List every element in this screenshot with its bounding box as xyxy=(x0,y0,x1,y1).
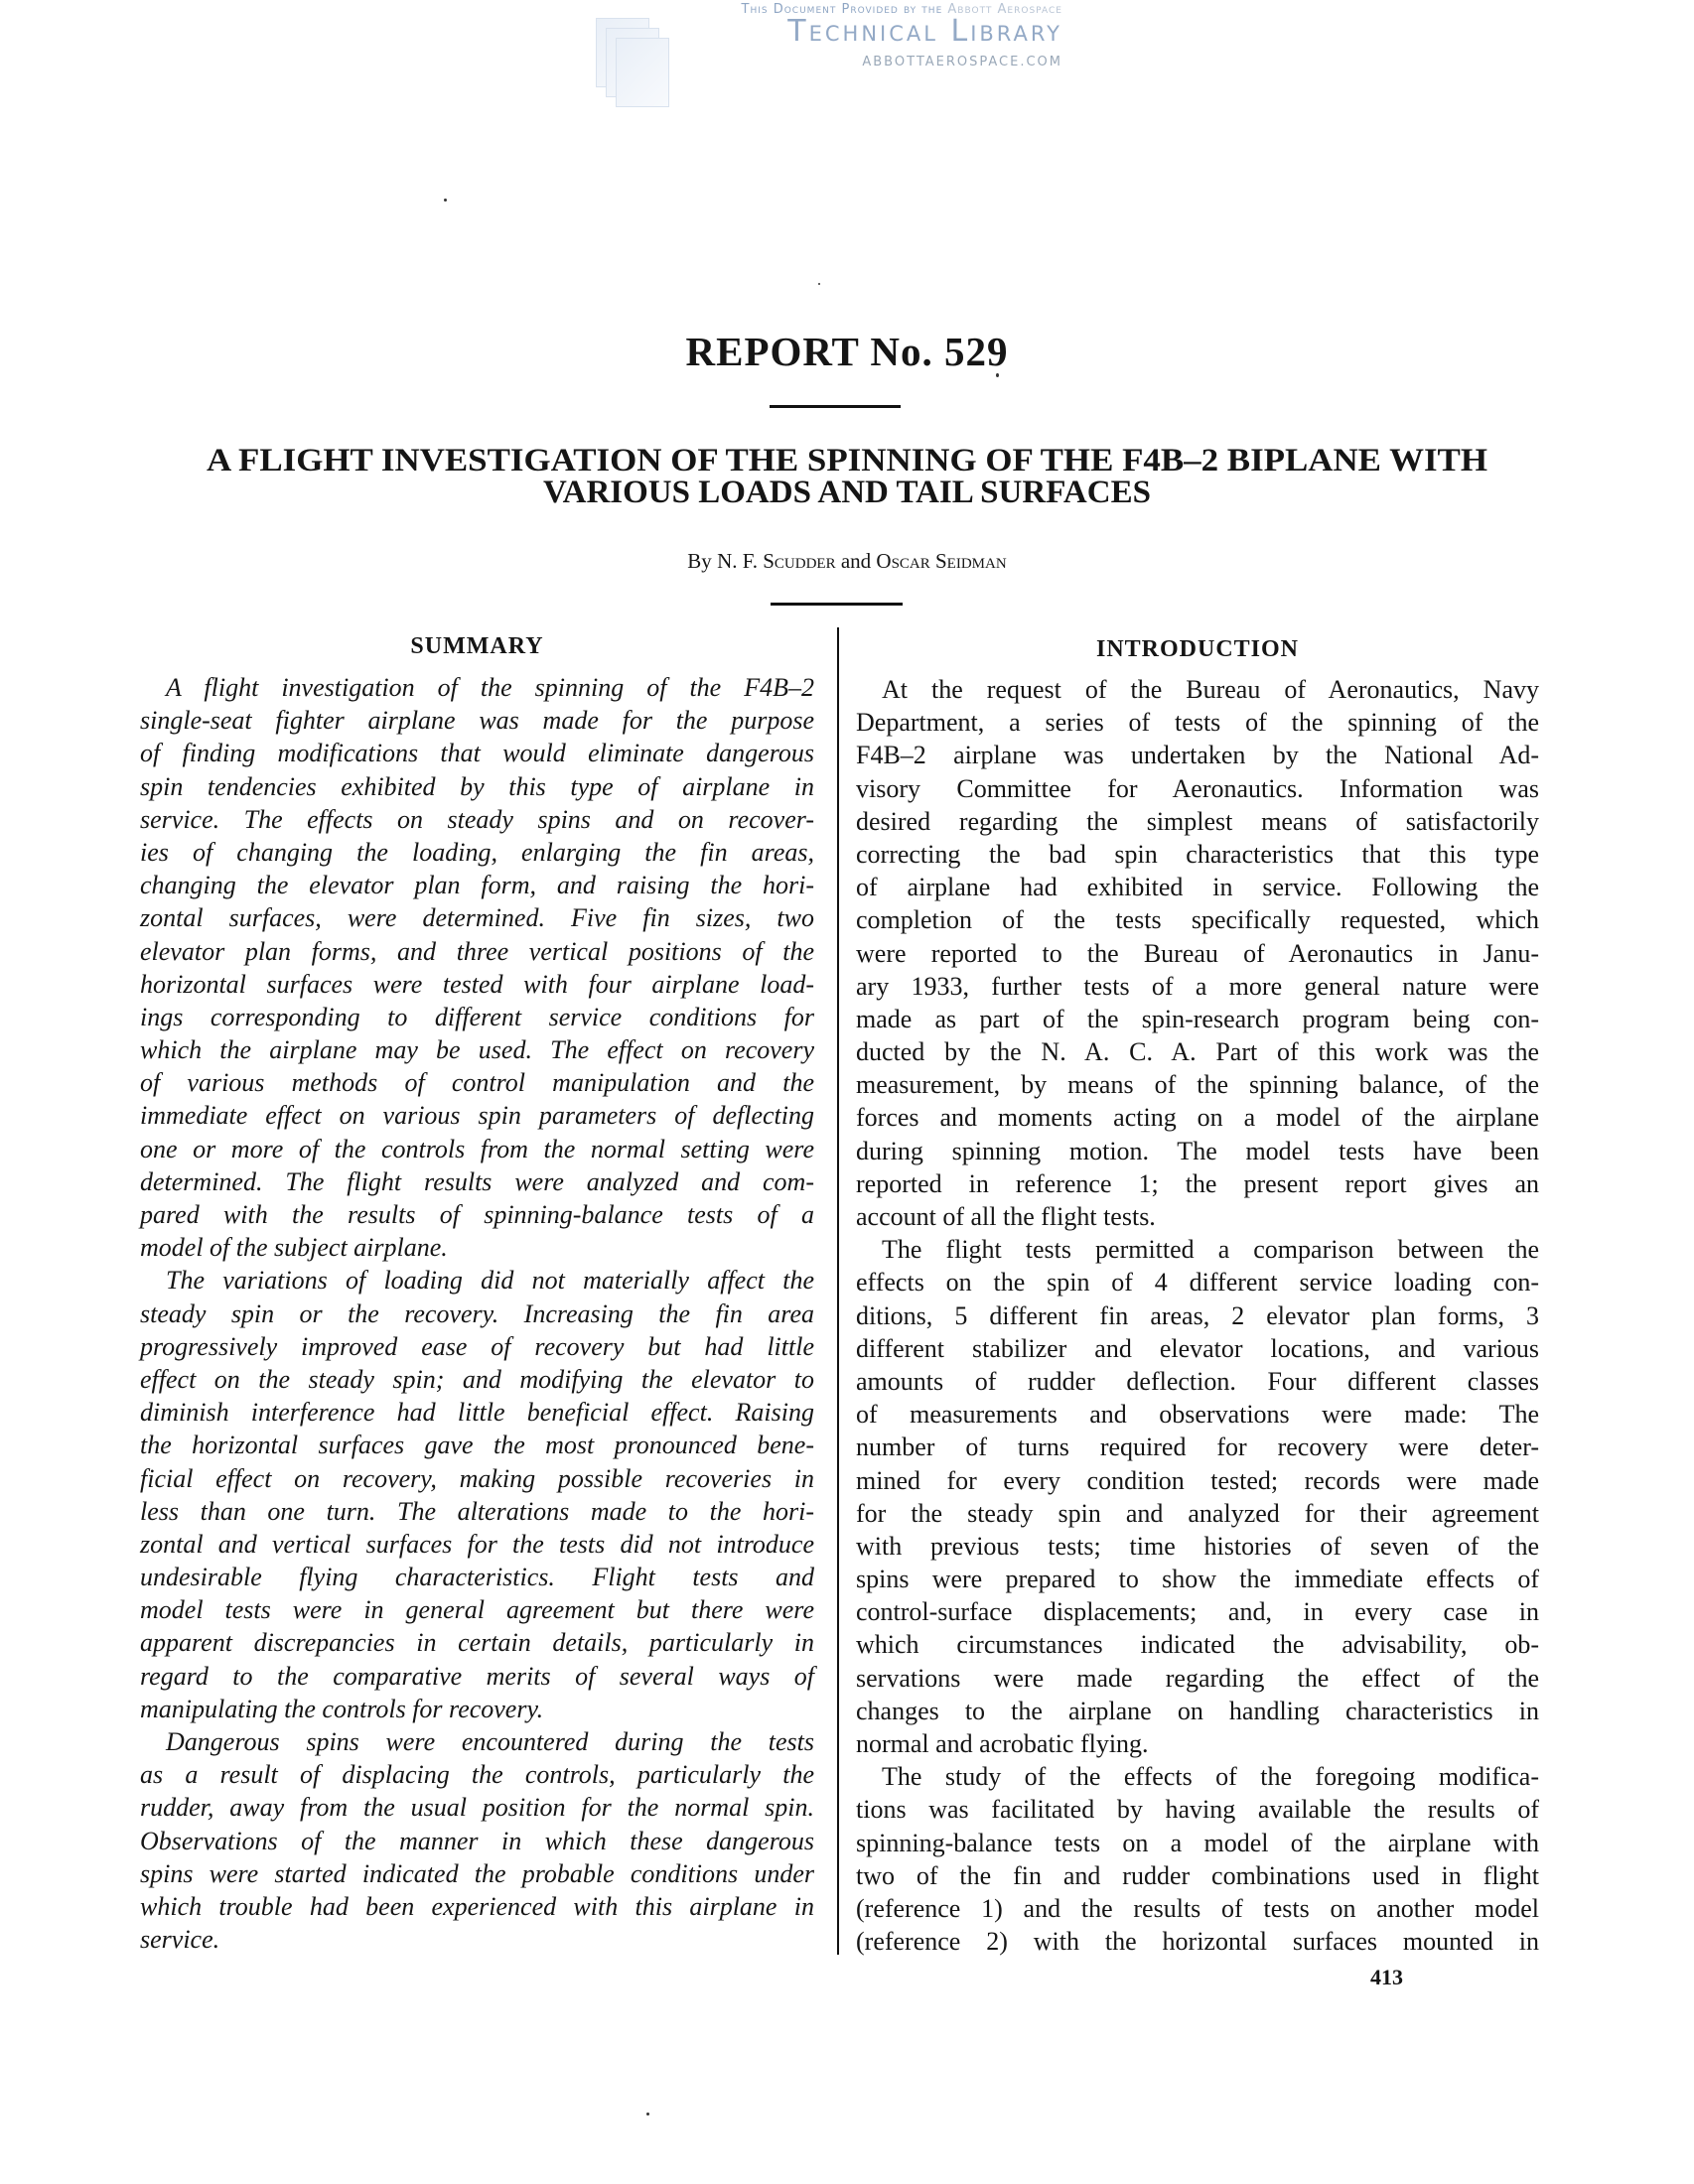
introduction-line: which circumstances indicated the advisability, ob- xyxy=(856,1630,1539,1660)
summary-line: horizontal surfaces were tested with four airplane load- xyxy=(140,969,814,999)
introduction-line: during spinning motion. The model tests have been xyxy=(856,1136,1539,1165)
introduction-line: different stabilizer and elevator locations, and various xyxy=(856,1333,1539,1363)
introduction-line: visory Committee for Aeronautics. Information was xyxy=(856,773,1539,803)
introduction-line: effects on the spin of 4 different service loading con- xyxy=(856,1268,1539,1297)
introduction-line: normal and acrobatic flying. xyxy=(856,1729,1149,1758)
summary-line: which trouble had been experienced with this airplane in xyxy=(140,1891,814,1921)
summary-line: which the airplane may be used. The effect on recovery xyxy=(140,1035,814,1065)
byline xyxy=(0,549,1694,574)
introduction-line: correcting the bad spin characteristics that this type xyxy=(856,839,1539,869)
watermark-publisher: Abbott Aerospace xyxy=(947,2,1062,17)
summary-line: diminish interference had little beneficial effect. Raising xyxy=(140,1398,814,1428)
summary-line: of finding modifications that would eliminate dangerous xyxy=(140,739,814,768)
summary-line: rudder, away from the usual position for the normal spin. xyxy=(140,1793,814,1823)
author-seidman: Oscar Seidman xyxy=(876,549,1007,573)
introduction-line: mined for every condition tested; records were made xyxy=(856,1465,1539,1495)
introduction-line: were reported to the Bureau of Aeronautics in Janu- xyxy=(856,938,1539,968)
introduction-line: amounts of rudder deflection. Four different classes xyxy=(856,1366,1539,1396)
introduction-text xyxy=(856,673,1539,1958)
report-title-line-2: VARIOUS LOADS AND TAIL SURFACES xyxy=(543,475,1151,510)
introduction-line: reported in reference 1; the present report gives an xyxy=(856,1168,1539,1198)
introduction-line: control-surface displacements; and, in every case in xyxy=(856,1597,1539,1627)
summary-line: apparent discrepancies in certain details, particularly in xyxy=(140,1628,814,1658)
introduction-line: changes to the airplane on handling characteristics in xyxy=(856,1696,1539,1725)
introduction-line: account of all the flight tests. xyxy=(856,1202,1156,1231)
summary-line: A flight investigation of the spinning of the F4B–2 xyxy=(166,673,814,702)
watermark-library-title: Technical Library xyxy=(787,14,1062,49)
introduction-line: spinning-balance tests on a model of the airplane with xyxy=(856,1828,1539,1857)
summary-line: ings corresponding to different service conditions for xyxy=(140,1002,814,1031)
summary-line: service. The effects on steady spins and on recover- xyxy=(140,804,814,834)
introduction-line: F4B–2 airplane was undertaken by the National Ad- xyxy=(856,741,1539,770)
column-divider xyxy=(837,627,839,1955)
summary-heading: SUMMARY xyxy=(410,633,544,659)
scan-speck xyxy=(444,199,447,202)
introduction-line: for the steady spin and analyzed for their agreement xyxy=(856,1498,1539,1528)
summary-line: less than one turn. The alterations made to the hori- xyxy=(140,1496,814,1526)
summary-line: Dangerous spins were encountered during the tests xyxy=(166,1727,814,1756)
summary-line: service. xyxy=(140,1925,220,1955)
introduction-line: (reference 2) with the horizontal surfaces mounted in xyxy=(856,1927,1539,1957)
introduction-line: tions was facilitated by having available the results of xyxy=(856,1795,1539,1825)
introduction-line: ditions, 5 different fin areas, 2 elevator plan forms, 3 xyxy=(856,1300,1539,1330)
summary-line: spin tendencies exhibited by this type of airplane in xyxy=(140,771,814,801)
watermark-website: ABBOTTAEROSPACE.COM xyxy=(862,55,1062,69)
byline-by: By xyxy=(687,549,712,573)
summary-line: model tests were in general agreement but there were xyxy=(140,1595,814,1625)
scan-speck xyxy=(646,2113,649,2116)
summary-line: undesirable flying characteristics. Flight tests and xyxy=(140,1563,814,1592)
scan-speck xyxy=(818,283,820,285)
summary-line: model of the subject airplane. xyxy=(140,1233,448,1263)
summary-line: determined. The flight results were analyzed and com- xyxy=(140,1166,814,1196)
introduction-line: two of the fin and rudder combinations used in flight xyxy=(856,1860,1539,1890)
introduction-line: number of turns required for recovery were deter- xyxy=(856,1433,1539,1462)
summary-line: changing the elevator plan form, and raising the hori- xyxy=(140,871,814,900)
summary-line: Observations of the manner in which these dangerous xyxy=(140,1826,814,1855)
summary-line: progressively improved ease of recovery but had little xyxy=(140,1331,814,1361)
introduction-line: completion of the tests specifically requested, which xyxy=(856,905,1539,935)
header-divider xyxy=(770,405,901,408)
summary-line: the horizontal surfaces gave the most pronounced bene- xyxy=(140,1431,814,1460)
watermark-provided-text: This Document Provided by the xyxy=(741,2,948,17)
introduction-line: forces and moments acting on a model of the airplane xyxy=(856,1103,1539,1133)
summary-line: manipulating the controls for recovery. xyxy=(140,1694,544,1723)
introduction-line: desired regarding the simplest means of satisfactorily xyxy=(856,806,1539,836)
introduction-line: Department, a series of tests of the spinning of the xyxy=(856,708,1539,738)
summary-line: regard to the comparative merits of several ways of xyxy=(140,1661,814,1691)
byline-divider xyxy=(771,603,903,606)
introduction-heading: INTRODUCTION xyxy=(1095,636,1300,662)
introduction-line: made as part of the spin-research program being con- xyxy=(856,1004,1539,1033)
introduction-line: measurement, by means of the spinning balance, of the xyxy=(856,1070,1539,1100)
summary-line: ficial effect on recovery, making possible recoveries in xyxy=(140,1463,814,1493)
byline-and: and xyxy=(840,549,872,573)
summary-line: pared with the results of spinning-balance tests of a xyxy=(140,1200,814,1229)
summary-line: as a result of displacing the controls, particularly the xyxy=(140,1760,814,1790)
summary-line: one or more of the controls from the normal setting were xyxy=(140,1134,814,1163)
report-title-line-1: A FLIGHT INVESTIGATION OF THE SPINNING OF THE F4B–2 BIPLANE WITH xyxy=(207,443,1488,478)
summary-line: zontal surfaces, were determined. Five fin sizes, two xyxy=(140,903,814,933)
introduction-line: of measurements and observations were made: The xyxy=(856,1400,1539,1430)
page-number: 413 xyxy=(1370,1965,1403,1989)
summary-line: of various methods of control manipulation and the xyxy=(140,1068,814,1098)
summary-line: effect on the steady spin; and modifying the elevator to xyxy=(140,1364,814,1394)
author-scudder: N. F. Scudder xyxy=(717,549,836,573)
introduction-line: The flight tests permitted a comparison between the xyxy=(882,1235,1539,1265)
summary-line: The variations of loading did not materially affect the xyxy=(166,1266,814,1296)
summary-line: single-seat fighter airplane was made for the purpose xyxy=(140,706,814,736)
summary-line: immediate effect on various spin parameters of deflecting xyxy=(140,1101,814,1131)
summary-text xyxy=(140,671,814,1956)
summary-line: steady spin or the recovery. Increasing the fin area xyxy=(140,1298,814,1328)
summary-line: elevator plan forms, and three vertical positions of the xyxy=(140,936,814,966)
introduction-line: The study of the effects of the foregoing modifica- xyxy=(882,1762,1539,1792)
report-number: REPORT No. 529 xyxy=(685,329,1009,374)
introduction-line: with previous tests; time histories of seven of the xyxy=(856,1531,1539,1561)
summary-line: ies of changing the loading, enlarging the fin areas, xyxy=(140,837,814,867)
introduction-line: servations were made regarding the effect of the xyxy=(856,1663,1539,1693)
summary-line: zontal and vertical surfaces for the tests did not introduce xyxy=(140,1529,814,1559)
introduction-line: of airplane had exhibited in service. Following the xyxy=(856,873,1539,902)
introduction-line: spins were prepared to show the immediate effects of xyxy=(856,1565,1539,1594)
introduction-line: ducted by the N. A. C. A. Part of this work was the xyxy=(856,1037,1539,1067)
introduction-line: ary 1933, further tests of a more general nature were xyxy=(856,971,1539,1001)
introduction-line: (reference 1) and the results of tests on another model xyxy=(856,1893,1539,1923)
introduction-line: At the request of the Bureau of Aeronautics, Navy xyxy=(882,675,1539,704)
summary-line: spins were started indicated the probable conditions under xyxy=(140,1858,814,1888)
